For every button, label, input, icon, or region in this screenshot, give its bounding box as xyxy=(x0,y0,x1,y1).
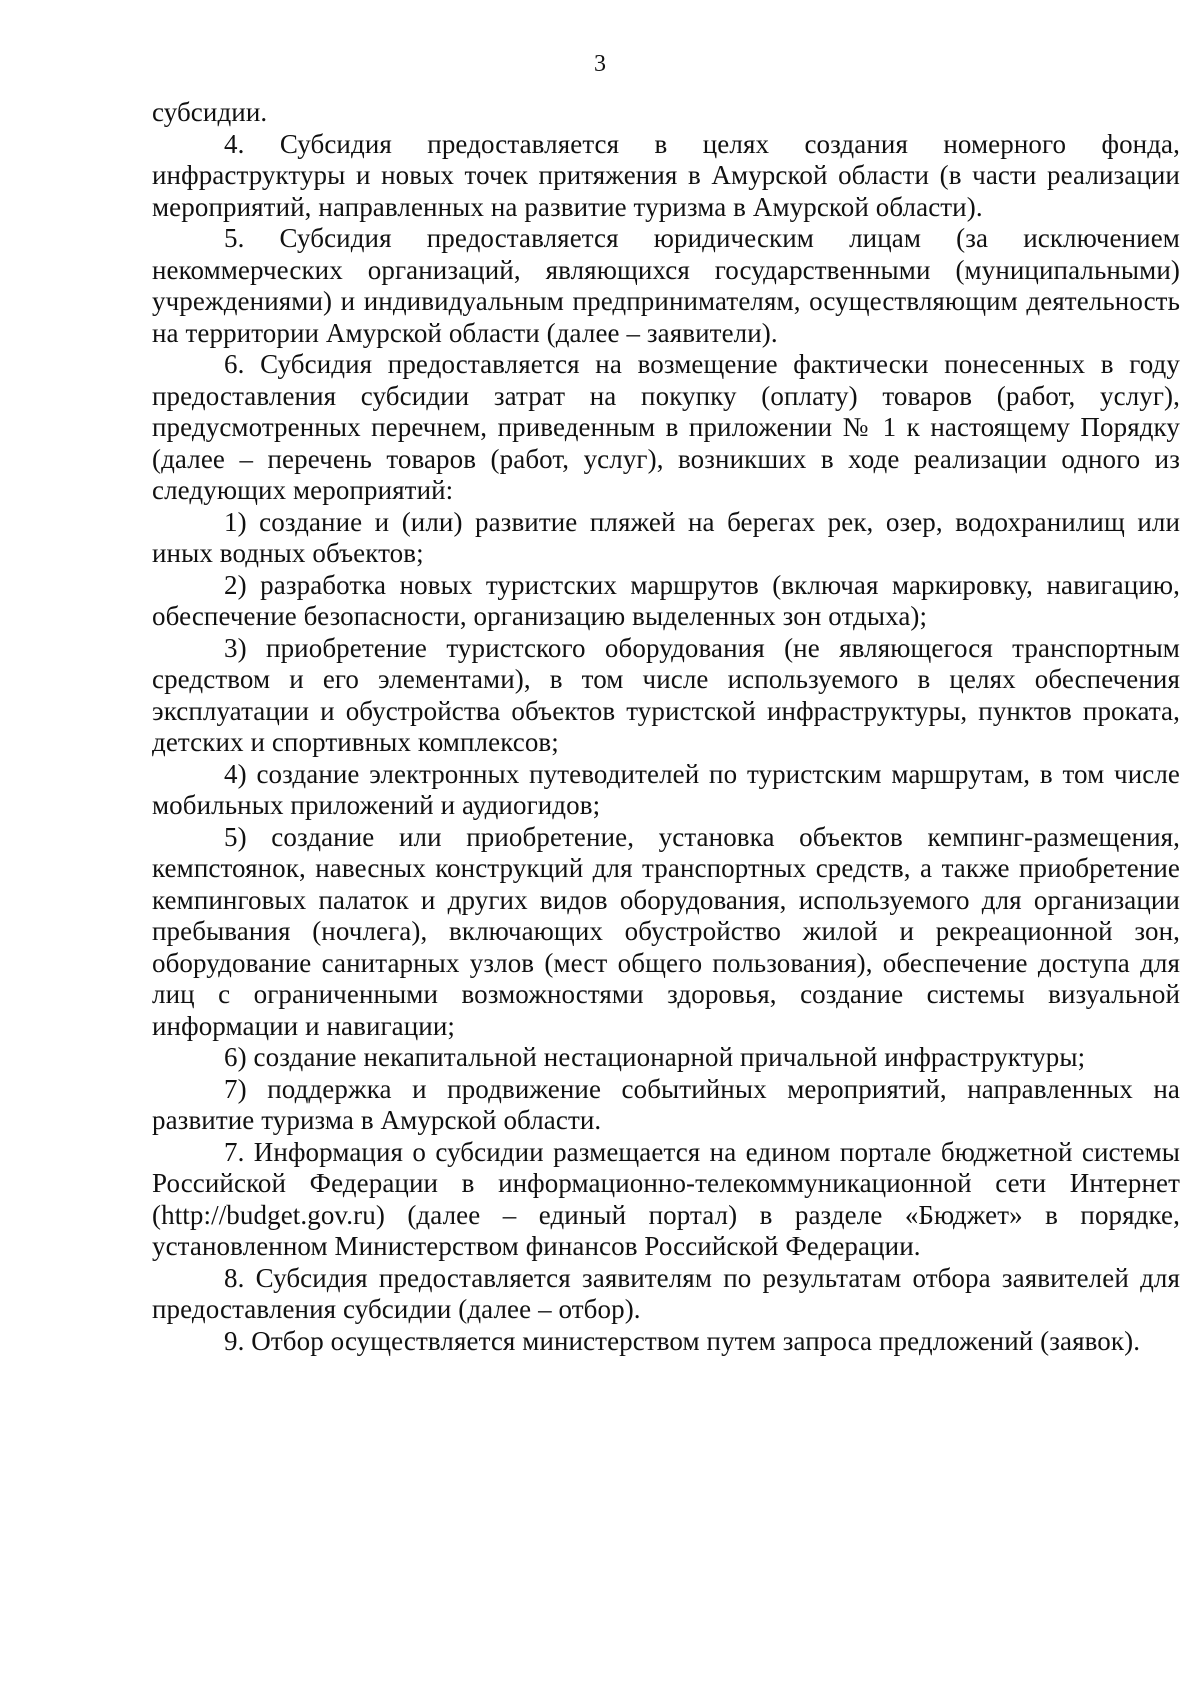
subitem-3: 3) приобретение туристского оборудования (не являющегося транспортным средством и его элементами), в том числе используемого в целях обеспечения эксплуатации и обустройства объектов туристской инфраструктуры, пунктов проката, детских и спортивных комплексов; xyxy=(152,632,1180,757)
paragraph-item-6: 6. Субсидия предоставляется на возмещение фактически понесенных в году предоставления субсидии затрат на покупку (оплату) товаров (работ, услуг), предусмотренных перечнем, приведенным в приложении № 1 к настоящему Порядку (далее – перечень товаров (работ, услуг), возникших в ходе реализации одного из следующих мероприятий: xyxy=(152,349,1180,505)
paragraph-item-9: 9. Отбор осуществляется министерством путем запроса предложений (заявок). xyxy=(224,1325,1141,1356)
page-number: 3 xyxy=(594,51,606,77)
subitem-5: 5) создание или приобретение, установка объектов кемпинг-размещения, кемпстоянок, навесных конструкций для транспортных средств, а также приобретение кемпинговых палаток и других видов оборудования, используемого для организации пребывания (ночлега), включающих обустройство жилой и рекреационной зон, оборудование санитарных узлов (мест общего пользования), обеспечение доступа для лиц с ограниченными возможностями здоровья, создание системы визуальной информации и навигации; xyxy=(152,821,1180,1041)
subitem-4: 4) создание электронных путеводителей по туристским маршрутам, в том числе мобильных приложений и аудиогидов; xyxy=(152,758,1180,820)
subitem-7: 7) поддержка и продвижение событийных мероприятий, направленных на развитие туризма в Амурской области. xyxy=(152,1073,1180,1135)
subitem-2: 2) разработка новых туристских маршрутов (включая маркировку, навигацию, обеспечение безопасности, организацию выделенных зон отдыха); xyxy=(152,569,1180,631)
paragraph-item-7: 7. Информация о субсидии размещается на едином портале бюджетной системы Российской Федерации в информационно-телекоммуникационной сети Интернет (http://budget.gov.ru) (далее – единый портал) в разделе «Бюджет» в порядке, установленном Министерством финансов Российской Федерации. xyxy=(152,1136,1180,1261)
paragraph-item-8: 8. Субсидия предоставляется заявителям по результатам отбора заявителей для предоставления субсидии (далее – отбор). xyxy=(152,1262,1180,1324)
subitem-1: 1) создание и (или) развитие пляжей на берегах рек, озер, водохранилищ или иных водных объектов; xyxy=(152,506,1180,568)
paragraph-continuation: субсидии. xyxy=(152,97,268,127)
document-body xyxy=(152,97,1180,1357)
paragraph-item-5: 5. Субсидия предоставляется юридическим лицам (за исключением некоммерческих организаций, являющихся государственными (муниципальными) учреждениями) и индивидуальным предпринимателям, осуществляющим деятельность на территории Амурской области (далее – заявители). xyxy=(152,223,1180,348)
subitem-6: 6) создание некапитальной нестационарной причальной инфраструктуры; xyxy=(224,1042,1086,1072)
paragraph-item-4: 4. Субсидия предоставляется в целях создания номерного фонда, инфраструктуры и новых точек притяжения в Амурской области (в части реализации мероприятий, направленных на развитие туризма в Амурской области). xyxy=(152,128,1180,222)
